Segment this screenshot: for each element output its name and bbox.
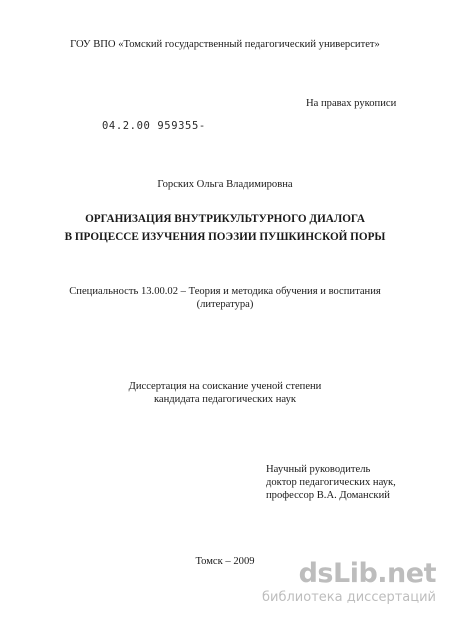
specialty-line-2: (литература) [196,299,254,310]
registration-stamp: 04.2.00 959355- [102,120,206,132]
supervisor-line-3: профессор В.А. Доманский [266,490,390,501]
degree-line-2: кандидата педагогических наук [153,394,297,405]
degree-line-1: Диссертация на соискание ученой степени [128,381,322,392]
rights-notice: На правах рукописи [306,98,397,109]
watermark-logo: dsLib.net [298,558,436,589]
dslib-watermark [261,558,436,610]
institution-name: ГОУ ВПО «Томский государственный педагогический университет» [70,39,380,50]
specialty-line-1: Специальность 13.00.02 – Теория и методика обучения и воспитания [69,286,381,297]
place-year: Томск – 2009 [195,556,255,567]
supervisor-line-2: доктор педагогических наук, [266,477,396,488]
supervisor-line-1: Научный руководитель [266,464,371,475]
dissertation-title-line-1: ОРГАНИЗАЦИЯ ВНУТРИКУЛЬТУРНОГО ДИАЛОГА [85,213,365,225]
watermark-subtitle: библиотека диссертаций [262,590,436,605]
dissertation-title-line-2: В ПРОЦЕССЕ ИЗУЧЕНИЯ ПОЭЗИИ ПУШКИНСКОЙ ПОРЫ [64,231,386,243]
author-name: Горских Ольга Владимировна [157,179,293,190]
